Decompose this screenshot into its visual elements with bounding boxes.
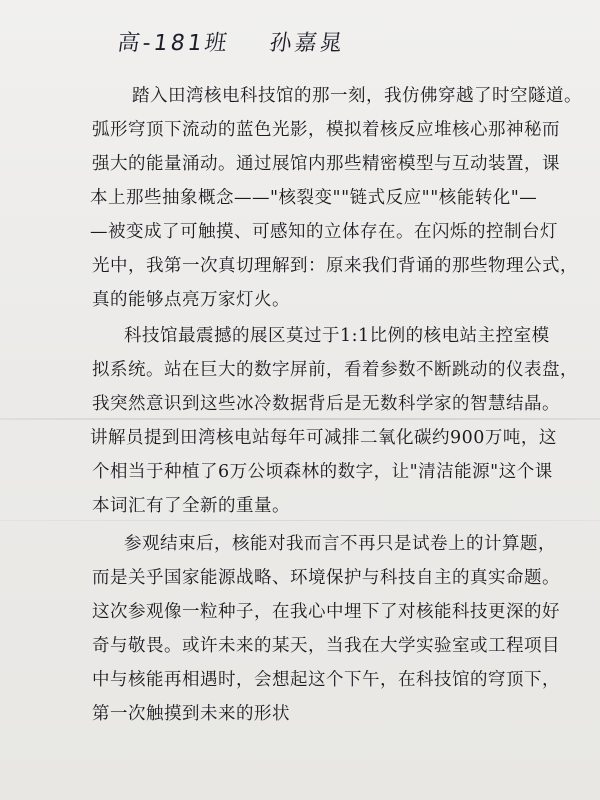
essay-heading (116, 26, 347, 57)
essay-line: 真的能够点亮万家灯火。 (92, 290, 290, 310)
essay-line: 而是关乎国家能源战略、环境保护与科技自主的真实命题。 (92, 568, 560, 588)
paper-fold-line (0, 418, 600, 420)
essay-line: 参观结束后，核能对我而言不再只是试卷上的计算题， (124, 534, 556, 554)
essay-line: 弧形穹顶下流动的蓝色光影，模拟着核反应堆核心那神秘而 (92, 120, 560, 140)
essay-line: 第一次触摸到未来的形状 (92, 704, 290, 724)
essay-line: 强大的能量涌动。通过展馆内那些精密模型与互动装置，课 (92, 154, 560, 174)
essay-line: —被变成了可触摸、可感知的立体存在。在闪烁的控制台灯 (90, 222, 558, 242)
student-name: 孙嘉晁 (267, 31, 347, 56)
essay-line: 讲解员提到田湾核电站每年可减排二氧化碳约900万吨，这 (90, 428, 557, 448)
essay-line: 拟系统。站在巨大的数字屏前，看着参数不断跳动的仪表盘， (92, 360, 578, 380)
essay-line: 本上那些抽象概念——"核裂变""链式反应""核能转化"— (90, 188, 538, 208)
essay-line: 科技馆最震撼的展区莫过于1:1比例的核电站主控室模 (124, 326, 550, 346)
essay-line: 奇与敬畏。或许未来的某天，当我在大学实验室或工程项目 (92, 636, 560, 656)
paper-fold-line (0, 520, 600, 521)
essay-line: 本词汇有了全新的重量。 (92, 496, 290, 516)
class-name: 高-181班 (115, 31, 232, 56)
essay-line: 中与核能再相遇时，会想起这个下午，在科技馆的穹顶下， (92, 670, 560, 690)
essay-line: 踏入田湾核电科技馆的那一刻，我仿佛穿越了时空隧道。 (132, 86, 582, 106)
essay-line: 光中，我第一次真切理解到：原来我们背诵的那些物理公式， (92, 256, 578, 276)
essay-line: 个相当于种植了6万公顷森林的数字，让"清洁能源"这个课 (92, 462, 553, 482)
essay-line: 我突然意识到这些冰冷数据背后是无数科学家的智慧结晶。 (92, 394, 560, 414)
essay-line: 这次参观像一粒种子，在我心中埋下了对核能科技更深的好 (92, 602, 560, 622)
